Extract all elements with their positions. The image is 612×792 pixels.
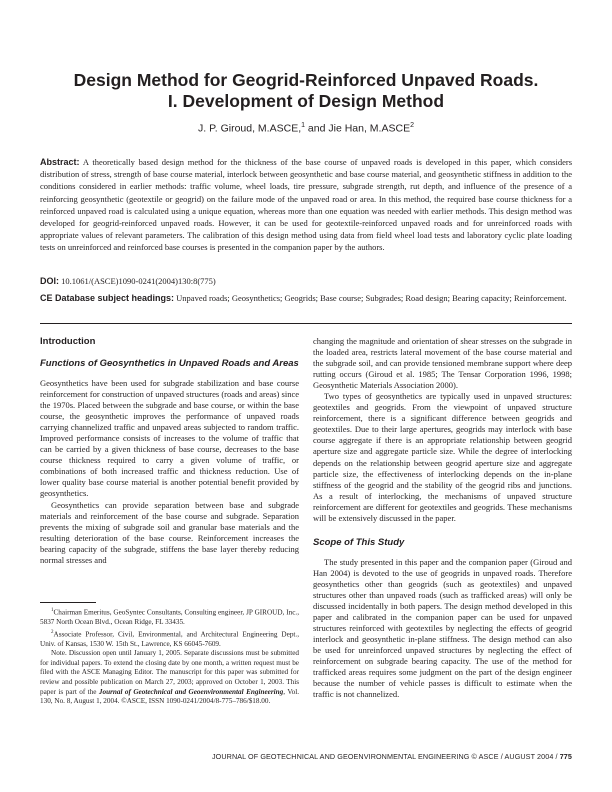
paragraph: The study presented in this paper and the companion paper (Giroud and Han 2004) is devoted to the use of geogrids in unpaved roads. Therefore geosynthetics other than geogrids (such as geotextiles) and unpaved structures other than unpaved roads (such as trafficked areas) will only be discussed incidentally in both papers. The design method developed in this paper and calibrated in the companion paper can be used for unpaved structures reinforced with geotextiles by neglecting the effects of geogrid interlock and geosynthetic in-plane stiffness. The design method can also be used for unreinforced unpaved structures by neglecting the effect of reinforcement on subgrade bearing capacity. The use of the method for trafficked areas requires some judgment on the part of the design engineer because the number of vehicle passes is difficult to estimate when the traffic is not channelized. xyxy=(313,556,572,700)
doi-value[interactable]: 10.1061/(ASCE)1090-0241(2004)130:8(775) xyxy=(61,276,216,286)
paragraph: Geosynthetics can provide separation between base and subgrade materials and reinforcement of the base course and subgrade. Separation prevents the mixing of subgrade soil and granular base materials and the resulting deterioration of the base course. Reinforcement increases the bearing capacity of the subgrade, stiffens the base layer thereby reducing normal stresses and xyxy=(40,499,299,565)
paper-title xyxy=(40,70,572,112)
footnotes xyxy=(40,606,299,707)
paragraph: changing the magnitude and orientation of shear stresses on the subgrade in the loaded area, restricts lateral movement of the base course material and the subgrade soil, and can provide tensioned membrane support where deep rutting occurs (Giroud et al. 1985; The Tensar Corporation 1996, 1998; Geosynthetic Materials Association 2000). xyxy=(313,336,572,391)
heading-introduction: Introduction xyxy=(40,336,96,347)
subject-headings xyxy=(40,292,572,304)
footnote-1-text: Chairman Emeritus, GeoSyntec Consultants, Consulting engineer, JP GIROUD, Inc., 5837 North Ocean Blvd., Ocean Ridge, FL 33435. xyxy=(40,608,299,626)
author-han: Jie Han, M.ASCE xyxy=(328,122,411,135)
footnote-2 xyxy=(40,628,299,650)
footnote-2-mark: 2 xyxy=(51,629,54,635)
left-column xyxy=(40,336,299,566)
subject-headings-label: CE Database subject headings: xyxy=(40,293,175,303)
abstract-text: A theoretically based design method for the thickness of the base course of unpaved roads is developed in this paper, which considers distribution of stress, strength of base course material, interlock between geosynthetic and base course material, and geosynthetic stiffness in addition to the conditions considered in earlier methods: traffic volume, wheel loads, tire pressure, subgrade strength, rut depth, and influence of the presence of a reinforcing geosynthetic (geotextile or geogrid) on the failure mode of the unpaved road or area. In this method, the required base course thickness for a reinforced unpaved road is calculated using a unique equation, whereas more than one equation was needed with earlier methods. This design method was developed for geogrid-reinforced unpaved roads. However, it can be used for geotextile-reinforced unpaved roads and for unreinforced roads with appropriate values of relevant parameters. The calibration of this design method using data from field wheel load tests and laboratory cyclic plate loading tests on unreinforced and reinforced base courses is presented in the companion paper by the authors. xyxy=(40,157,573,253)
affiliation-mark-2: 2 xyxy=(410,122,414,129)
heading-functions: Functions of Geosynthetics in Unpaved Roads and Areas xyxy=(40,358,299,369)
paragraph: Geosynthetics have been used for subgrade stabilization and base course reinforcement for construction of unpaved structures (roads and areas) since the 1970s. Placed between the subgrade and base course, or within the base course, the geosynthetic improves the performance of unpaved roads carrying channelized traffic and unpaved areas subjected to random traffic. Improved performance consists of increases to the volume of traffic that can be carried by a given thickness of base course, decreases to the base course thickness required to carry a given volume of traffic, or combinations of both increased traffic and thickness reduction. Use of lower quality base course material is another potential benefit provided by geosynthetics. xyxy=(40,378,299,499)
abstract xyxy=(40,156,572,254)
affiliation-mark-1: 1 xyxy=(301,122,306,129)
right-column xyxy=(313,336,572,700)
footnote-2-text: Associate Professor, Civil, Environmental, and Architectural Engineering Dept., Univ. of Kansas, 1530 W. 15th St., Lawrence, KS 66045-7609. xyxy=(40,629,299,648)
doi-label: DOI: xyxy=(40,276,59,286)
author-giroud: J. P. Giroud, M.ASCE, xyxy=(198,122,302,135)
section-divider xyxy=(40,323,572,324)
author-conjunction: and xyxy=(305,122,329,135)
footer-journal: JOURNAL OF GEOTECHNICAL AND GEOENVIRONMENTAL ENGINEERING © ASCE / AUGUST 2004 / xyxy=(211,752,560,761)
footnote-1-mark: 1 xyxy=(51,608,54,613)
title-line-2: I. Development of Design Method xyxy=(167,91,445,111)
running-footer xyxy=(212,752,572,761)
author-line xyxy=(40,122,572,135)
journal-name: Journal of Geotechnical and Geoenvironmental Engineering xyxy=(98,687,284,696)
subject-headings-text: Unpaved roads; Geosynthetics; Geogrids; Base course; Subgrades; Road design; Bearing capacity; Reinforcement. xyxy=(176,293,567,303)
paragraph: Two types of geosynthetics are typically used in unpaved structures: geotextiles and geogrids. From the viewpoint of unpaved structure reinforcement, there is a significant difference between geogrids and geotextiles. Due to their large apertures, geogrids may interlock with base course aggregate if there is an appropriate relationship between geogrid aperture size and aggregate particle size. While the degree of interlocking depends on the relationship between geogrid aperture size and aggregate particle size, the effectiveness of interlocking depends on the in-plane stiffness of the geogrid and the stability of the geogrid ribs and junctions. As a result of interlocking, the mechanisms of unpaved structure reinforcement are different for geotextiles and geogrids. These mechanisms will be extensively discussed in the paper. xyxy=(313,391,572,523)
doi xyxy=(40,276,572,286)
footnote-divider xyxy=(40,602,96,603)
note-text-b: , Vol. 130, No. 8, August 1, 2004. ©ASCE, ISSN 1090-0241/2004/8-775–786/$18.00. xyxy=(40,687,299,706)
abstract-label: Abstract: xyxy=(40,157,80,167)
heading-scope: Scope of This Study xyxy=(313,536,405,548)
editorial-note xyxy=(40,649,299,707)
page-number: 775 xyxy=(559,752,572,761)
footnote-1 xyxy=(40,606,299,628)
title-line-1: Design Method for Geogrid-Reinforced Unpaved Roads. xyxy=(73,70,539,90)
note-text-a: Note. Discussion open until January 1, 2005. Separate discussions must be submitted for individual papers. To extend the closing date by one month, a written request must be filed with the ASCE Managing Editor. The manuscript for this paper was submitted for review and possible publication on March 27, 2003; approved on October 1, 2003. This paper is part of the xyxy=(40,649,299,696)
